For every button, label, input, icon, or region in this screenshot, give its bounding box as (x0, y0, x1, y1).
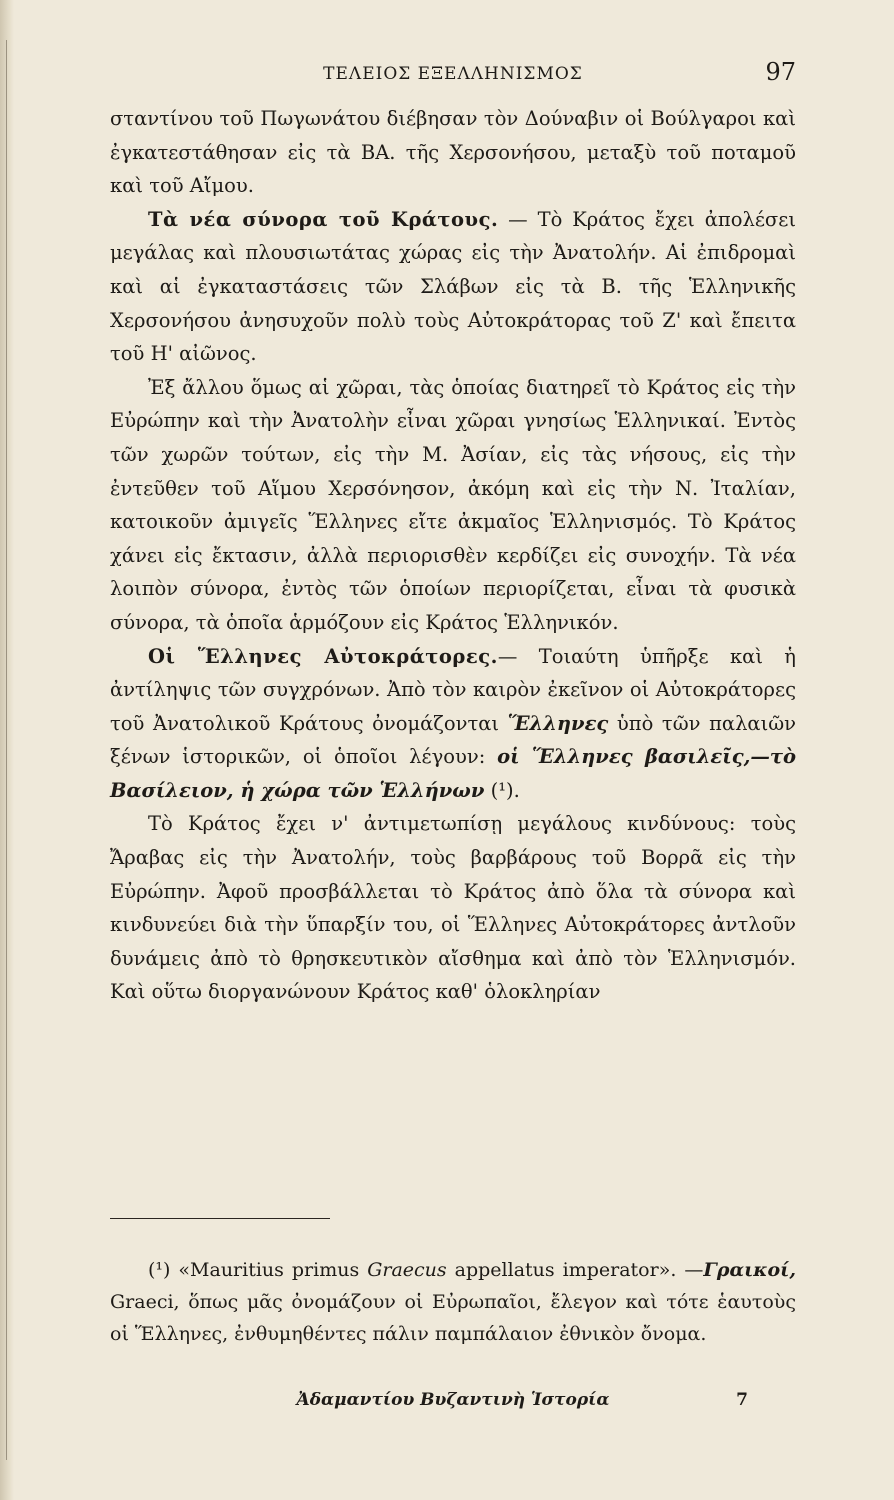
paragraph-dangers: Τὸ Κράτος ἔχει ν' ἀντιμετωπίσῃ μεγάλους κινδύνους: τοὺς Ἄραβας εἰς τὴν Ἀνατολήν, τοὺς βαρβάρους τοῦ Βορρᾶ εἰς τὴν Εὐρώπην. Ἀφοῦ προσβάλλεται τὸ Κράτος ἀπὸ ὅλα τὰ σύνορα καὶ κινδυνεύει διὰ τὴν ὕπαρξίν του, οἱ Ἕλληνες Αὐτοκράτορες ἀντλοῦν δυνάμεις ἀπὸ τὸ θρησκευτικὸν αἴσθημα καὶ ἀπὸ τὸν Ἑλληνισμόν. Καὶ οὕτω διοργανώνουν Κράτος καθ' ὁλοκληρίαν (110, 812, 796, 1004)
section-heading-new-borders: Τὰ νέα σύνορα τοῦ Κράτους. (148, 207, 499, 231)
paragraph-text: — Τὸ Κράτος ἔχει ἀπολέσει μεγάλας καὶ πλουσιωτάτας χώρας εἰς τὴν Ἀνατολήν. Αἱ ἐπιδρομαὶ καὶ αἱ ἐγκαταστάσεις τῶν Σλάβων εἰς τὰ Β. τῆς Ἑλληνικῆς Χερσονήσου ἀνησυχοῦν πολὺ τοὺς Αὐτοκράτορας τοῦ Ζ' καὶ ἔπειτα τοῦ Η' αἰῶνος. (110, 207, 796, 366)
printer-signature (110, 1390, 796, 1414)
book-spine-edge (0, 0, 14, 1500)
section-heading-greek-emperors: Οἱ Ἕλληνες Αὐτοκράτορες. (148, 644, 498, 668)
footnote-divider (110, 1218, 330, 1219)
footnote-reference: (¹). (484, 778, 520, 802)
body-text (110, 102, 796, 1009)
footnote-segment: Graeci, ὅπως μᾶς ὀνομάζουν οἱ Εὐρωπαῖοι, ἔλεγον καὶ τότε ἑαυτοὺς οἱ Ἕλληνες, ἐνθυμηθέντες πάλιν παμπάλαιον ἐθνικὸν ὄνομα. (110, 1291, 796, 1345)
signature-number: 7 (736, 1390, 748, 1410)
footnote-segment: appellatus imperator». — (446, 1259, 704, 1281)
page-header (110, 58, 796, 92)
page-number: 97 (765, 58, 796, 86)
paragraph-greek-lands: Ἐξ ἄλλου ὅμως αἱ χῶραι, τὰς ὁποίας διατηρεῖ τὸ Κράτος εἰς τὴν Εὐρώπην καὶ τὴν Ἀνατολὴν εἶναι χῶραι γνησίως Ἑλληνικαί. Ἐντὸς τῶν χωρῶν τούτων, εἰς τὴν Μ. Ἀσίαν, εἰς τὰς νήσους, εἰς τὴν ἐντεῦθεν τοῦ Αἵμου Χερσόνησον, ἀκόμη καὶ εἰς τὴν Ν. Ἰταλίαν, κατοικοῦν ἀμιγεῖς Ἕλληνες εἴτε ἀκμαῖος Ἑλληνισμός. Τὸ Κράτος χάνει εἰς ἔκτασιν, ἀλλὰ περιορισθὲν κερδίζει εἰς συνοχήν. Τὰ νέα λοιπὸν σύνορα, ἐντὸς τῶν ὁποίων περιορίζεται, εἶναι τὰ φυσικὰ σύνορα, τὰ ὁποῖα ἁρμόζουν εἰς Κράτος Ἑλληνικόν. (110, 375, 796, 634)
book-page (110, 0, 796, 1500)
footnote (110, 1254, 796, 1350)
paragraph-text: ὑπὸ τῶν παλαιῶν ξένων ἱστορικῶν, οἱ ὁποῖοι λέγουν: (110, 711, 796, 769)
footnote-bold-italic: Γραικοί, (703, 1259, 796, 1281)
paragraph-greek-emperors (110, 640, 796, 808)
emphasis-hellenes: Ἕλληνες (507, 711, 609, 735)
emphasis-quotation: οἱ Ἕλληνες βασιλεῖς,—τὸ Βασίλειον, ἡ χώρα τῶν Ἑλλήνων (110, 745, 796, 802)
paragraph-text: — Τοιαύτη ὑπῆρξε καὶ ἡ ἀντίληψις τῶν συγχρόνων. Ἀπὸ τὸν καιρὸν ἐκεῖνον οἱ Αὐτοκράτορες τοῦ Ἀνατολικοῦ Κράτους ὀνομάζονται (110, 644, 796, 735)
footnote-segment: (¹) «Mauritius primus (148, 1259, 368, 1281)
footnote-italic: Graecus (367, 1259, 447, 1281)
running-title: ΤΕΛΕΙΟΣ ΕΞΕΛΛΗΝΙΣΜΟΣ (323, 64, 583, 84)
paragraph-continuation: σταντίνου τοῦ Πωγωνάτου διέβησαν τὸν Δούναβιν οἱ Βούλγαροι καὶ ἐγκατεστάθησαν εἰς τὰ ΒΑ. τῆς Χερσονήσου, μεταξὺ τοῦ ποταμοῦ καὶ τοῦ Αἴμου. (110, 107, 796, 198)
paragraph-new-borders (110, 203, 796, 371)
signature-title: Ἀδαμαντίου Βυζαντινὴ Ἱστορία (296, 1390, 610, 1410)
footnote-text (110, 1254, 796, 1350)
